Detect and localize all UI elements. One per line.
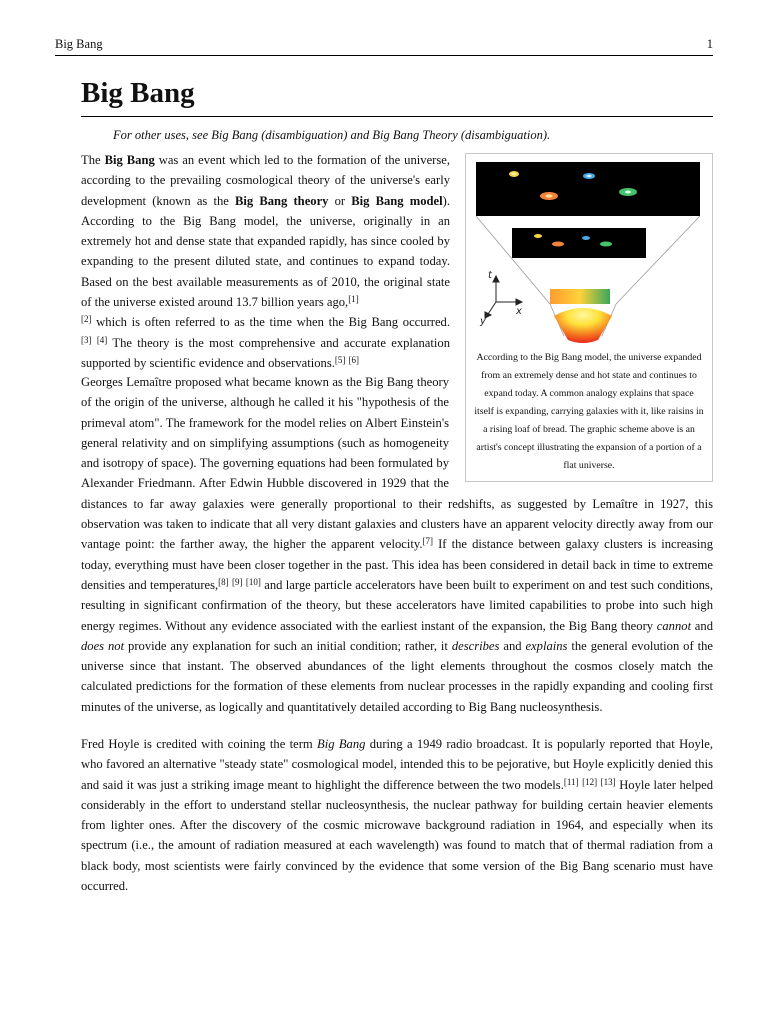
axis-label-t: t: [488, 270, 492, 281]
citation-ref[interactable]: [1]: [348, 294, 359, 305]
bold-term: Big Bang model: [351, 193, 443, 208]
axis-label-y: y: [480, 316, 486, 327]
italic-term: describes: [451, 638, 500, 653]
bold-term: Big Bang: [104, 153, 155, 167]
citation-ref[interactable]: [6]: [348, 354, 360, 365]
bold-term: Big Bang theory: [235, 193, 329, 208]
expansion-diagram: [466, 154, 712, 354]
citation-ref[interactable]: [12]: [582, 776, 598, 787]
hatnote: For other uses, see Big Bang (disambiguation) and Big Bang Theory (disambiguation).: [113, 128, 551, 142]
citation-ref[interactable]: [13]: [600, 776, 616, 787]
paragraph-hoyle: Fred Hoyle is credited with coining the term Big Bang during a 1949 radio broadcast. It is popularly reported that Hoyle, who favored an alternative "steady state" cosmological model, intended this to be pejorative, but Hoyle explicitly denied this and said it was just a striking image meant to highlight the difference between the two models.[11] [12] [13] Hoyle later helped considerably in the effort to understand stellar nucleosynthesis, the nuclear pathway for building certain heavier elements from lighter ones. After the discovery of the cosmic microwave background radiation in 1964, and especially when its spectrum (i.e., the amount of radiation measured at each wavelength) was found to match that of thermal radiation from a black body, most scientists were fairly convinced by the evidence that some version of the Big Bang scenario must have occurred.: [81, 737, 714, 894]
italic-term: does not: [81, 638, 125, 653]
citation-ref[interactable]: [11]: [563, 776, 579, 787]
big-bang-fireball: [554, 308, 612, 343]
figure-caption: According to the Big Bang model, the universe expanded from an extremely dense and hot state and continues to expand today. A common analogy explains that space itself is expanding, carrying galaxies with it, like raisins in a rising loaf of bread. The graphic scheme above is an artist's concept illustrating the expansion of a portion of a flat universe.: [474, 352, 704, 471]
citation-ref[interactable]: [3]: [81, 334, 92, 345]
citation-ref[interactable]: [2]: [81, 314, 92, 325]
citation-ref[interactable]: [10]: [245, 576, 261, 587]
universe-slice-medium: [512, 228, 646, 258]
citation-ref[interactable]: [5]: [334, 354, 346, 365]
paragraph-intro: The Big Bang was an event which led to the formation of the universe, according to the prevailing cosmological theory of the universe's early development (known as the Big Bang theory or Big Bang model). According to the Big Bang model, the universe, originally in an extremely hot and dense state that expanded rapidly, has since cooled by expanding to the present diluted state, and continues to expand today. Based on the best available measurements as of 2010, the original state of the universe existed around 13.7 billion years ago,[1] [2] which is often referred to as the time when the Big Bang occurred.[3] [4] The theory is the most comprehensive and accurate explanation supported by scientific evidence and observations.[5] [6]: [81, 153, 450, 370]
axis-label-x: x: [516, 306, 522, 317]
citation-ref[interactable]: [8]: [218, 576, 229, 587]
citation-ref[interactable]: [7]: [422, 536, 433, 547]
paragraph-lemaitre: Georges Lemaître proposed what became known as the Big Bang theory of the origin of the universe, although he called it his "hypothesis of the primeval atom". The framework for the model relies on Albert Einstein's general relativity and on simplifying assumptions (such as homogeneity and isotropy of space). The governing equations had been formulated by Alexander Friedmann. After Edwin Hubble discovered in 1929 that the distances to far away galaxies were generally proportional to their redshifts, as suggested by Lemaître in 1927, this observation was taken to indicate that all very distant galaxies and clusters have an apparent velocity directly away from our vantage point: the farther away, the higher the apparent velocity.[7] If the distance between galaxy clusters is increasing today, everything must have been closer together in the past. This idea has been considered in detail back in time to extreme densities and temperatures,[8] [9] [10] and large particle accelerators have been built to experiment on and test such conditions, resulting in significant confirmation of the theory, but these accelerators have limited capabilities to probe into such high energy regimes. Without any evidence associated with the earliest instant of the expansion, the Big Bang theory cannot and does not provide any explanation for such an initial condition; rather, it describes and explains the general evolution of the universe since that instant. The observed abundances of the light elements throughout the cosmos closely match the calculated predictions for the formation of these elements from nuclear processes in the rapidly expanding and cooling first minutes of the universe, as logically and quantitatively detailed according to Big Bang nucleosynthesis.: [81, 372, 713, 717]
article-title: Big Bang: [81, 76, 713, 117]
running-title: Big Bang: [55, 37, 103, 51]
universe-slice-small: [550, 289, 610, 304]
italic-term: explains: [525, 638, 568, 653]
running-header: [55, 37, 713, 56]
expansion-figure: [465, 153, 713, 482]
italic-term: Big Bang: [317, 737, 366, 751]
universe-slice-large: [476, 162, 700, 216]
citation-ref[interactable]: [4]: [96, 334, 108, 345]
page-number: 1: [706, 37, 713, 51]
italic-term: cannot: [656, 618, 692, 633]
citation-ref[interactable]: [9]: [232, 576, 243, 587]
